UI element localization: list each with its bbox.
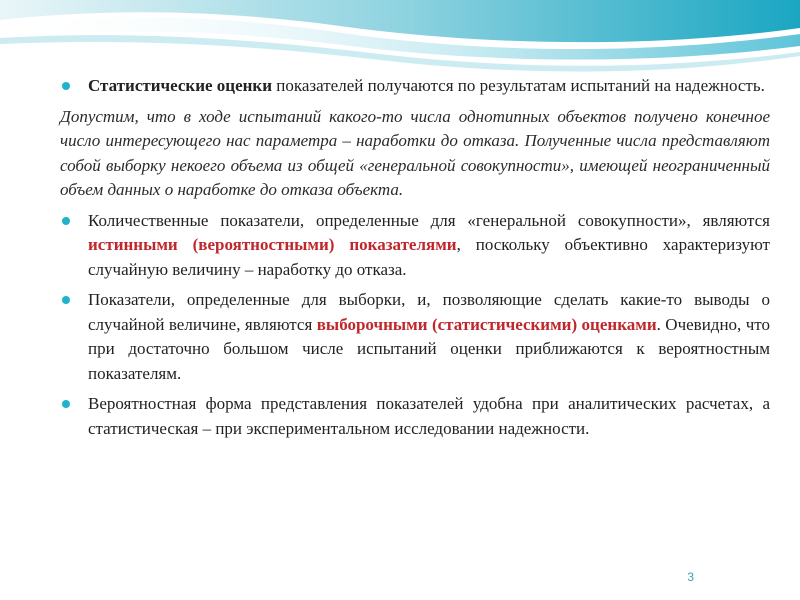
page-number: 3 — [687, 570, 694, 584]
highlight-sample-estimates: выборочными (статистическими) оценками — [316, 314, 657, 334]
bullet-icon — [62, 296, 70, 304]
term-statistical-estimates: Статистические оценки — [88, 76, 273, 95]
paragraph-sample-estimates — [60, 288, 770, 386]
paragraph-text: , поскольку объективно характеризуют случайную величину – наработку до отказа. — [88, 235, 770, 279]
bullet-icon — [62, 82, 70, 90]
paragraph-text: Допустим, что в ходе испытаний какого-то числа однотипных объектов получено конечное число интересующего нас параметра – наработки до отказа. Полученные числа представляют собой выборку некоего объема из общей «генеральной совокупности», имеющей неограниченный объем данных о наработке до отказа объекта. — [60, 106, 770, 199]
bullet-icon — [62, 217, 70, 225]
paragraph-true-indicators — [60, 209, 770, 283]
paragraph-text: Показатели, определенные для выборки, и, позволяющие сделать какие-то выводы о случайной величине, являются — [88, 290, 770, 334]
bullet-icon — [62, 400, 70, 408]
paragraph-statistical-estimates — [60, 74, 770, 99]
paragraph-text: показателей получаются по результатам испытаний на надежность. — [272, 76, 765, 95]
highlight-true-indicators: истинными (вероятностными) показателями — [88, 235, 457, 254]
slide-content — [60, 74, 770, 447]
paragraph-text: Количественные показатели, определенные для «генеральной совокупности», являются — [88, 210, 770, 230]
paragraph-text: . Очевидно, что при достаточно большом числе испытаний оценки приближаются к вероятностным показателям. — [88, 314, 770, 383]
paragraph-text: Вероятностная форма представления показателей удобна при аналитических расчетах, а статистическая – при экспериментальном исследовании надежности. — [88, 394, 770, 438]
paragraph-probabilistic-form — [60, 392, 770, 441]
decorative-wave-header — [0, 0, 800, 80]
paragraph-assumption — [60, 105, 770, 203]
